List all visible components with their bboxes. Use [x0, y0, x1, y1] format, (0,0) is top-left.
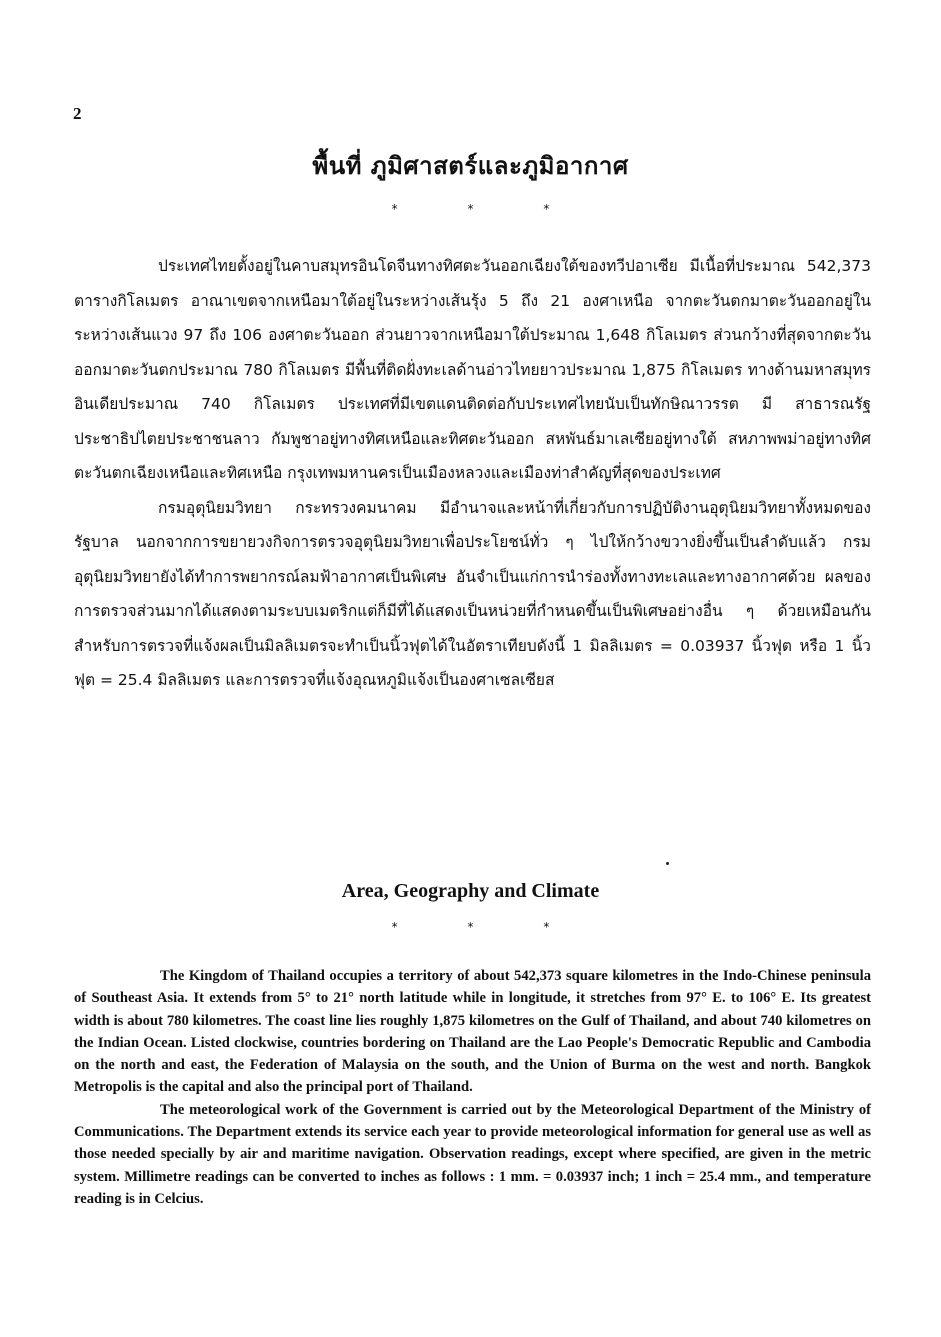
- divider-star: *: [543, 920, 550, 934]
- speck: [666, 862, 669, 865]
- english-body: [74, 965, 871, 1210]
- thai-body: [74, 249, 871, 698]
- thai-section-divider: [0, 202, 941, 216]
- divider-star: *: [467, 202, 474, 216]
- divider-star: *: [391, 920, 398, 934]
- divider-star: *: [467, 920, 474, 934]
- thai-paragraph-meteorology: กรมอุตุนิยมวิทยา กระทรวงคมนาคม มีอำนาจและหน้าที่เกี่ยวกับการปฏิบัติงานอุตุนิยมวิทยาทั้งหมดของรัฐบาล นอกจากการขยายวงกิจการตรวจอุตุนิยมวิทยาเพื่อประโยชน์ทั่ว ๆ ไปให้กว้างขวางยิ่งขึ้นเป็นลำดับแล้ว กรมอุตุนิยมวิทยายังได้ทำการพยากรณ์ลมฟ้าอากาศเป็นพิเศษ อันจำเป็นแก่การนำร่องทั้งทางทะเลและทางอากาศด้วย ผลของการตรวจส่วนมากได้แสดงตามระบบเมตริกแต่ก็มีที่ได้แสดงเป็นหน่วยที่กำหนดขึ้นเป็นพิเศษอย่างอื่น ๆ ด้วยเหมือนกัน สำหรับการตรวจที่แจ้งผลเป็นมิลลิเมตรจะทำเป็นนิ้วฟุตได้ในอัตราเทียบดังนี้ 1 มิลลิเมตร = 0.03937 นิ้วฟุต หรือ 1 นิ้วฟุต = 25.4 มิลลิเมตร และการตรวจที่แจ้งอุณหภูมิแจ้งเป็นองศาเซลเซียส: [74, 498, 871, 689]
- divider-star: *: [391, 202, 398, 216]
- english-paragraph-area: The Kingdom of Thailand occupies a territory of about 542,373 square kilometres in the Indo-Chinese peninsula of Southeast Asia. It extends from 5° to 21° north latitude while in longitude, it stretches from 97° E. to 106° E. Its greatest width is about 780 kilometres. The coast line lies roughly 1,875 kilometres on the Gulf of Thailand, and about 740 kilometres on the Indian Ocean. Listed clockwise, countries bordering on Thailand are the Lao People's Democratic Republic and Cambodia on the north and east, the Federation of Malaysia on the south, and the Union of Burma on the west and north. Bangkok Metropolis is the capital and also the principal port of Thailand.: [74, 968, 871, 1096]
- english-section-divider: [0, 920, 941, 934]
- english-section-title: Area, Geography and Climate: [341, 880, 600, 902]
- thai-section-title: พื้นที่ ภูมิศาสตร์และภูมิอากาศ: [312, 152, 629, 180]
- page-number: 2: [73, 104, 82, 123]
- english-paragraph-meteorology: The meteorological work of the Government is carried out by the Meteorological Department of the Ministry of Communications. The Department extends its service each year to provide meteorological information for general use as well as those needed specially by air and maritime navigation. Observation readings, except where specified, are given in the metric system. Millimetre readings can be converted to inches as follows : 1 mm. = 0.03937 inch; 1 inch = 25.4 mm., and temperature reading is in Celcius.: [74, 1101, 871, 1207]
- thai-paragraph-area: ประเทศไทยตั้งอยู่ในคาบสมุทรอินโดจีนทางทิศตะวันออกเฉียงใต้ของทวีปอาเซีย มีเนื้อที่ประมาณ 542,373 ตารางกิโลเมตร อาณาเขตจากเหนือมาใต้อยู่ในระหว่างเส้นรุ้ง 5 ถึง 21 องศาเหนือ จากตะวันตกมาตะวันออกอยู่ในระหว่างเส้นแวง 97 ถึง 106 องศาตะวันออก ส่วนยาวจากเหนือมาใต้ประมาณ 1,648 กิโลเมตร ส่วนกว้างที่สุดจากตะวันออกมาตะวันตกประมาณ 780 กิโลเมตร มีพื้นที่ติดฝั่งทะเลด้านอ่าวไทยยาวประมาณ 1,875 กิโลเมตร ทางด้านมหาสมุทรอินเดียประมาณ 740 กิโลเมตร ประเทศที่มีเขตแดนติดต่อกับประเทศไทยนับเป็นทักษิณาวรรต มี สาธารณรัฐประชาธิปไตยประชาชนลาว กัมพูชาอยู่ทางทิศเหนือและทิศตะวันออก สหพันธ์มาเลเซียอยู่ทางใต้ สหภาพพม่าอยู่ทางทิศตะวันตกเฉียงเหนือและทิศเหนือ กรุงเทพมหานครเป็นเมืองหลวงและเมืองท่าสำคัญที่สุดของประเทศ: [74, 257, 871, 482]
- divider-star: *: [543, 202, 550, 216]
